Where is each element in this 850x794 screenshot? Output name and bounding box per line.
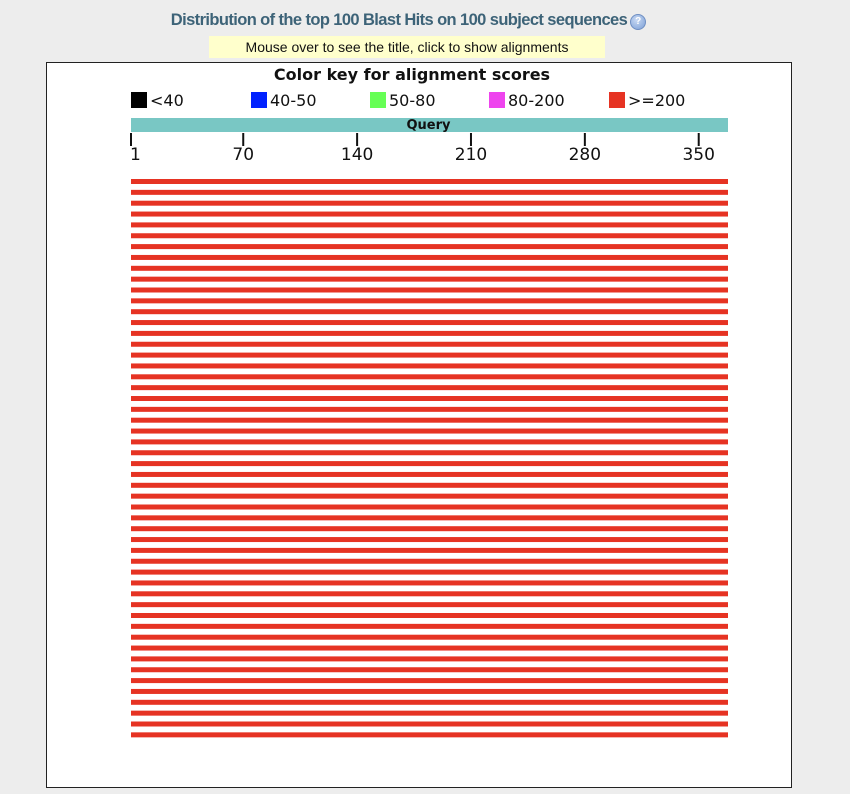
- legend-label: 40-50: [270, 91, 317, 110]
- hit-bar[interactable]: [131, 190, 728, 195]
- hit-bar[interactable]: [131, 212, 728, 217]
- hit-bar[interactable]: [131, 450, 728, 455]
- hit-bar[interactable]: [131, 374, 728, 379]
- hit-bar[interactable]: [131, 624, 728, 629]
- hit-bar[interactable]: [131, 331, 728, 336]
- hit-bar[interactable]: [131, 320, 728, 325]
- hit-bar[interactable]: [131, 266, 728, 271]
- legend-label: 50-80: [389, 91, 436, 110]
- hit-bar[interactable]: [131, 222, 728, 227]
- hit-bar[interactable]: [131, 722, 728, 727]
- legend-label: 80-200: [508, 91, 565, 110]
- axis-tick-label: 280: [568, 145, 602, 165]
- hit-bar[interactable]: [131, 613, 728, 618]
- title-text: Distribution of the top 100 Blast Hits on 100 subject sequences: [170, 11, 628, 29]
- query-bar-group: [131, 118, 728, 133]
- legend-swatch: [251, 92, 267, 108]
- legend-label: <40: [150, 91, 184, 110]
- hit-bar[interactable]: [131, 602, 728, 607]
- hit-bar[interactable]: [131, 515, 728, 520]
- hit-bar[interactable]: [131, 667, 728, 672]
- hit-bar[interactable]: [131, 505, 728, 510]
- hit-bar[interactable]: [131, 700, 728, 705]
- color-key-legend: [131, 91, 685, 110]
- hit-bar[interactable]: [131, 244, 728, 249]
- hit-bar[interactable]: [131, 678, 728, 683]
- hit-bar[interactable]: [131, 353, 728, 358]
- hit-bar[interactable]: [131, 526, 728, 531]
- hit-bar[interactable]: [131, 288, 728, 293]
- hit-bar[interactable]: [131, 429, 728, 434]
- hit-bar[interactable]: [131, 298, 728, 303]
- legend-swatch: [489, 92, 505, 108]
- hit-bar[interactable]: [131, 646, 728, 651]
- hit-bars: [131, 179, 728, 737]
- hit-bar[interactable]: [131, 711, 728, 716]
- hits-chart: [47, 63, 791, 787]
- color-key-title: Color key for alignment scores: [273, 65, 551, 84]
- help-icon[interactable]: ?: [630, 14, 646, 30]
- hit-bar[interactable]: [131, 689, 728, 694]
- query-label: Query: [406, 118, 451, 133]
- hit-bar[interactable]: [131, 342, 728, 347]
- hit-bar[interactable]: [131, 656, 728, 661]
- hit-bar[interactable]: [131, 580, 728, 585]
- hit-bar[interactable]: [131, 461, 728, 466]
- hit-bar[interactable]: [131, 483, 728, 488]
- hit-bar[interactable]: [131, 472, 728, 477]
- hit-bar[interactable]: [131, 407, 728, 412]
- hit-bar[interactable]: [131, 418, 728, 423]
- hit-bar[interactable]: [131, 732, 728, 737]
- graphic-panel: [46, 62, 792, 788]
- hit-bar[interactable]: [131, 591, 728, 596]
- axis-tick-label: 1: [130, 145, 141, 165]
- hit-bar[interactable]: [131, 179, 728, 184]
- hint-banner: Mouse over to see the title, click to show alignments: [209, 36, 605, 58]
- hit-bar[interactable]: [131, 363, 728, 368]
- hit-bar[interactable]: [131, 494, 728, 499]
- hit-bar[interactable]: [131, 255, 728, 260]
- axis-tick-label: 140: [340, 145, 374, 165]
- hit-bar[interactable]: [131, 559, 728, 564]
- hit-bar[interactable]: [131, 309, 728, 314]
- legend-swatch: [370, 92, 386, 108]
- query-axis: [130, 133, 715, 165]
- hit-bar[interactable]: [131, 548, 728, 553]
- legend-swatch: [609, 92, 625, 108]
- axis-tick-label: 70: [232, 145, 255, 165]
- hit-bar[interactable]: [131, 439, 728, 444]
- hit-bar[interactable]: [131, 635, 728, 640]
- hit-bar[interactable]: [131, 570, 728, 575]
- legend-label: >=200: [628, 91, 686, 110]
- hit-bar[interactable]: [131, 277, 728, 282]
- legend-swatch: [131, 92, 147, 108]
- axis-tick-label: 350: [682, 145, 715, 165]
- hit-bar[interactable]: [131, 201, 728, 206]
- hit-bar[interactable]: [131, 396, 728, 401]
- hit-bar[interactable]: [131, 233, 728, 238]
- page-title: [0, 11, 817, 30]
- axis-tick-label: 210: [454, 145, 488, 165]
- hit-bar[interactable]: [131, 385, 728, 390]
- hit-bar[interactable]: [131, 537, 728, 542]
